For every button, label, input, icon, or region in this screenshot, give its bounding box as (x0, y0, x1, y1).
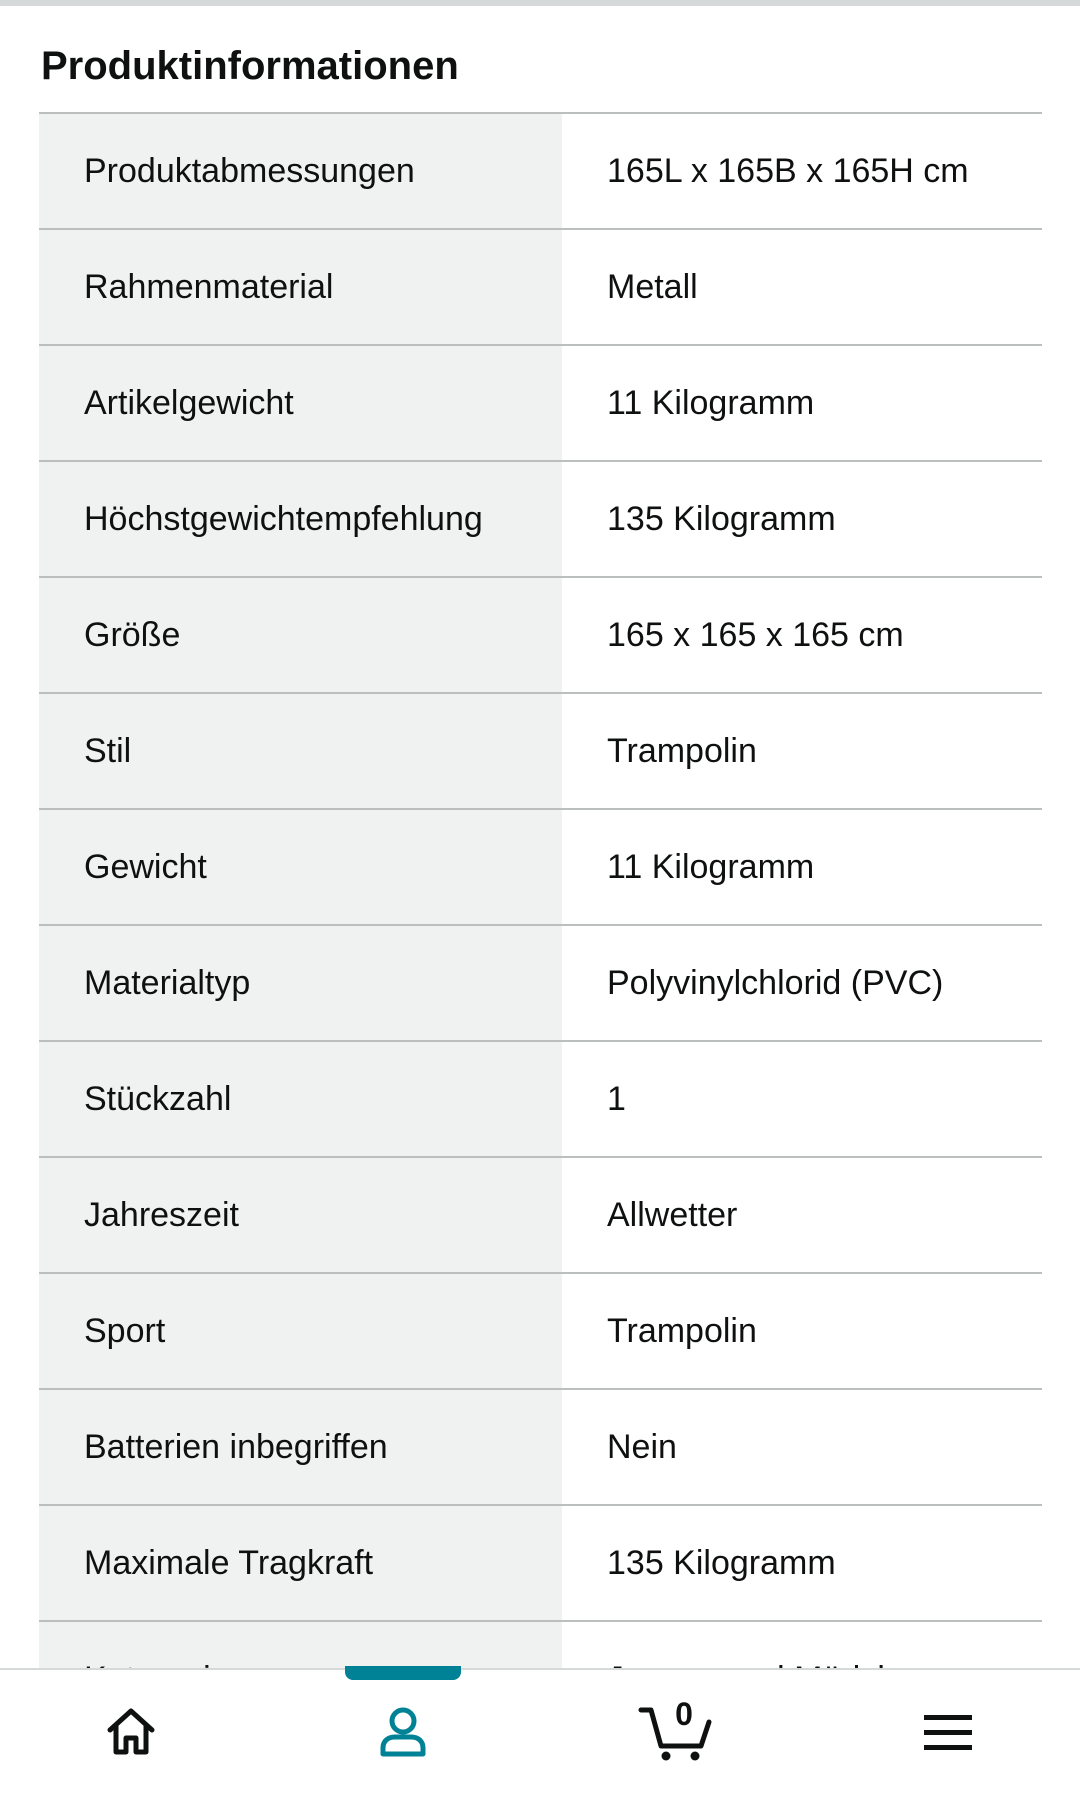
row-value: Trampolin (607, 731, 757, 770)
table-row (39, 810, 1042, 926)
row-value: Allwetter (607, 1195, 738, 1234)
row-label: Produktabmessungen (39, 114, 562, 228)
row-label: Materialtyp (39, 926, 562, 1040)
table-row (39, 462, 1042, 578)
row-value: 11 Kilogramm (607, 847, 815, 886)
row-label: Gewicht (39, 810, 562, 924)
row-label: Größe (39, 578, 562, 692)
home-icon (104, 1705, 158, 1759)
table-row (39, 114, 1042, 230)
row-label: Maximale Tragkraft (39, 1506, 562, 1620)
menu-icon (922, 1710, 974, 1754)
row-value: Trampolin (607, 1311, 757, 1350)
row-value: 135 Kilogramm (607, 1543, 836, 1582)
table-row (39, 578, 1042, 694)
nav-account-button[interactable] (328, 1670, 478, 1794)
row-value: Nein (607, 1427, 677, 1466)
table-row (39, 346, 1042, 462)
nav-menu-button[interactable] (873, 1670, 1023, 1794)
row-label: Batterien inbegriffen (39, 1390, 562, 1504)
cart-count: 0 (675, 1696, 693, 1732)
table-row (39, 1506, 1042, 1622)
table-row (39, 1390, 1042, 1506)
row-value: Metall (607, 267, 698, 306)
row-label: Jahreszeit (39, 1158, 562, 1272)
bottom-navigation (0, 1668, 1080, 1794)
row-label: Artikelgewicht (39, 346, 562, 460)
table-row (39, 230, 1042, 346)
nav-cart-button[interactable] (602, 1670, 752, 1794)
row-value: 165L x 165B x 165H cm (607, 151, 969, 190)
row-label: Sport (39, 1274, 562, 1388)
row-value: 1 (607, 1079, 626, 1118)
table-row (39, 694, 1042, 810)
cart-icon (637, 1696, 717, 1764)
row-value: 135 Kilogramm (607, 499, 836, 538)
row-value: 165 x 165 x 165 cm (607, 615, 904, 654)
user-icon (375, 1704, 431, 1760)
product-info-table (39, 112, 1042, 1670)
row-label: Höchstgewichtempfehlung (39, 462, 562, 576)
row-value: Polyvinylchlorid (PVC) (607, 963, 944, 1002)
table-row (39, 1042, 1042, 1158)
row-label: Rahmenmaterial (39, 230, 562, 344)
row-label: Stückzahl (39, 1042, 562, 1156)
table-row (39, 1158, 1042, 1274)
row-label: Stil (39, 694, 562, 808)
section-title: Produktinformationen (41, 44, 459, 88)
nav-home-button[interactable] (56, 1670, 206, 1794)
top-divider (0, 0, 1080, 6)
table-row (39, 926, 1042, 1042)
table-row (39, 1274, 1042, 1390)
row-value: 11 Kilogramm (607, 383, 815, 422)
